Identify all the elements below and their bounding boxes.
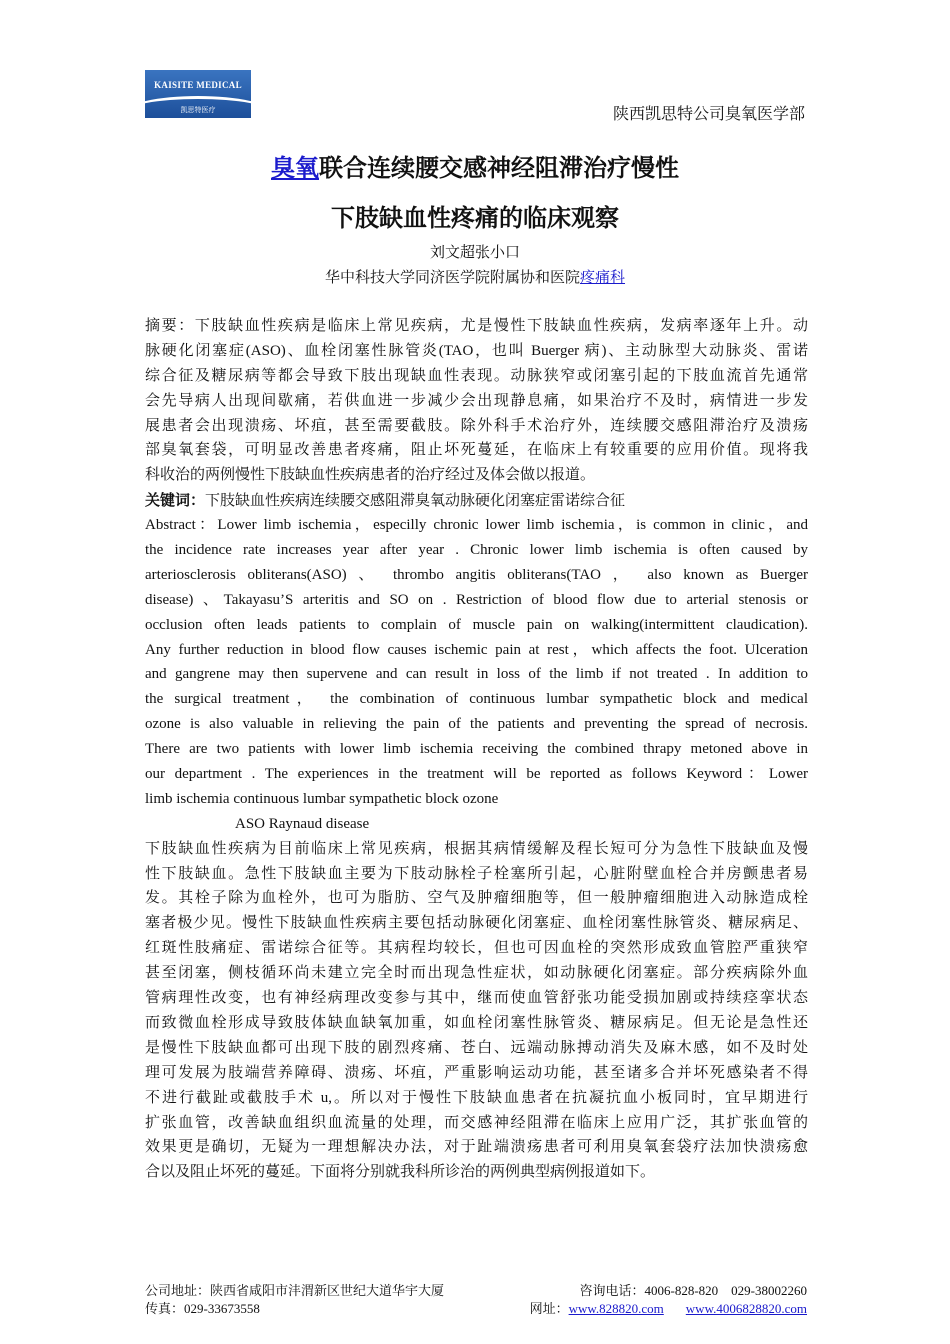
department-header: 陕西凯思特公司臭氧医学部 <box>612 106 805 123</box>
text-line: 部臭氧套袋，可明显改善患者疼痛，阻止坏死蔓延，在临床上有较重要的应用价值。现将我 <box>145 442 808 459</box>
text-line: ozone is also valuable in relieving the pain of the patients and preventing the spread of necrosis. <box>145 716 808 733</box>
keywords-label: 关键词： <box>145 491 206 510</box>
title-line-1-text: 联合连续腰交感神经阻滞治疗慢性 <box>319 154 679 182</box>
text-line: There are two patients with lower limb ischemia receiving the combined thrapy metoned above in <box>145 741 808 758</box>
text-line: 效果更是确切，无疑为一理想解决办法，对于趾端溃疡患者可利用臭氧套袋疗法加快溃疡愈 <box>145 1139 808 1156</box>
text-line: 摘要：下肢缺血性疾病是临床上常见疾病，尤是慢性下肢缺血性疾病，发病率逐年上升。动 <box>145 318 808 334</box>
title-line-1 <box>0 148 950 183</box>
keywords-text: 下肢缺血性疾病连续腰交感阻滞臭氧动脉硬化闭塞症雷诺综合征 <box>205 493 626 510</box>
logo-subtext: 凯思特医疗 <box>180 106 216 114</box>
text-line: 红斑性肢痛症、雷诺综合征等。其病程均较长，但也可因血栓的突然形成致血管腔严重狭窄 <box>145 940 808 957</box>
text-line: Any further reduction in blood flow causes ischemic pain at rest，which affects the foot. Ulceration <box>145 641 808 658</box>
text-line: 发。其栓子除为血栓外，也可为脂肪、空气及肿瘤细胞等，但一般肿瘤细胞进入动脉造成栓 <box>145 890 808 907</box>
text-line: limb ischemia continuous lumbar sympathetic block ozone <box>145 790 499 807</box>
text-line: 管病理性改变，也有神经病理改变参与其中，继而使血管舒张功能受损加剧或持续痉挛状态 <box>145 990 808 1007</box>
footer-web-label: 网址： <box>529 1301 569 1316</box>
affiliation-text: 华中科技大学同济医学院附属协和医院 <box>324 270 580 286</box>
keywords-en-cont: ASO Raynaud disease <box>235 815 370 832</box>
text-line: 是慢性下肢缺血都可出现下肢的剧烈疼痛、苍白、远端动脉搏动消失及麻木感，如不及时处 <box>145 1039 808 1056</box>
document-body <box>145 314 808 1185</box>
text-line: 展患者会出现溃疡、坏疽，甚至需要截肢。除外科手术治疗外，连续腰交感阻滞治疗及溃疡 <box>145 417 808 434</box>
title-line-2: 下肢缺血性疼痛的临床观察 <box>331 204 619 232</box>
text-line: and gangrene may then supervene and can result in loss of the limb if not treated . In addition to <box>145 666 808 683</box>
footer-address: 公司地址：陕西省咸阳市沣渭新区世纪大道华宇大厦 <box>145 1283 445 1298</box>
abstract-en <box>145 513 808 812</box>
title-link-ozone[interactable]: 臭氧 <box>271 154 319 182</box>
text-line: arteriosclerosis obliterans(ASO) 、 thrombo angitis obliterans(TAO ， also known as Buerger <box>145 566 808 583</box>
text-line: 甚至闭塞，侧枝循环尚未建立完全时而出现急性症状，如动脉硬化闭塞症。部分疾病除外血 <box>145 965 808 982</box>
abstract-cn <box>145 314 808 488</box>
affiliation-link-pain-dept[interactable]: 疼痛科 <box>580 270 626 286</box>
footer-phone: 咨询电话：4006-828-820 029-38002260 <box>579 1283 807 1298</box>
text-line: 性下肢缺血。急性下肢缺血主要为下肢动脉栓子栓塞所引起，心脏附壁血栓合并房颤患者易 <box>145 865 808 882</box>
affiliation <box>0 266 950 287</box>
text-line: occlusion often leads patients to complain of muscle pain on walking(intermittent claudication). <box>145 616 808 633</box>
footer-fax: 传真：029-33673558 <box>145 1301 260 1316</box>
authors: 刘文超张小口 <box>429 245 520 261</box>
text-line: 会先导病人出现间歇痛，若供血进一步减少会出现静息痛，如果治疗不及时，病情进一步发 <box>145 392 808 409</box>
text-line: 扩张血管，改善缺血组织血流量的处理，而交感神经阻滞在临床上应用广泛，其扩张血管的 <box>145 1114 808 1131</box>
text-line: the incidence rate increases year after year . Chronic lower limb ischemia is often caused by <box>145 542 808 559</box>
text-line: 塞者极少见。慢性下肢缺血性疾病主要包括动脉硬化闭塞症、血栓闭塞性脉管炎、糖尿病足、 <box>145 915 808 932</box>
body-paragraph <box>145 837 808 1185</box>
text-line: 脉硬化闭塞症(ASO)、血栓闭塞性脉管炎(TAO，也叫 Buerger 病)、主动脉型大动脉炎、雷诺 <box>145 342 808 359</box>
text-line: 而致微血栓形成导致肢体缺血缺氧加重，如血栓闭塞性脉管炎、糖尿病足。但无论是急性还 <box>145 1014 808 1031</box>
text-line: 合以及阻止坏死的蔓延。下面将分别就我科所诊治的两例典型病例报道如下。 <box>145 1164 656 1181</box>
text-line: 不进行截趾或截肢手术 u,。所以对于慢性下肢缺血患者在抗凝抗血小板同时，宜早期进行 <box>145 1089 808 1106</box>
company-logo <box>145 70 251 118</box>
text-line: 综合征及糖尿病等都会导致下肢出现缺血性表现。动脉狭窄或闭塞引起的下肢血流首先通常 <box>145 367 808 384</box>
text-line: 科收治的两例慢性下肢缺血性疾病患者的治疗经过及体会做以报道。 <box>145 467 596 484</box>
keywords-cn <box>145 488 808 513</box>
footer-web <box>530 1298 807 1317</box>
text-line: our department . The experiences in the treatment will be reported as follows Keyword：Lower <box>145 766 808 783</box>
text-line: 下肢缺血性疾病为目前临床上常见疾病，根据其病情缓解及程长短可分为急性下肢缺血及慢 <box>145 840 808 857</box>
text-line: Abstract：Lower limb ischemia，especilly chronic lower limb ischemia，is common in clinic，and <box>145 517 808 534</box>
text-line: disease) 、Takayasu’S arteritis and SO on . Restriction of blood flow due to arterial stenosis or <box>145 591 808 608</box>
footer-link-1[interactable]: www.828820.com <box>568 1301 664 1316</box>
text-line: 理可发展为肢端营养障碍、溃疡、坏疽，严重影响运动功能，甚至诸多合并坏死感染者不得 <box>145 1064 808 1081</box>
text-line: the surgical treatment， the combination of continuous lumbar sympathetic block and medical <box>145 691 808 708</box>
logo-text: KAISITE MEDICAL <box>154 80 242 90</box>
footer-link-2[interactable]: www.4006828820.com <box>685 1301 807 1316</box>
